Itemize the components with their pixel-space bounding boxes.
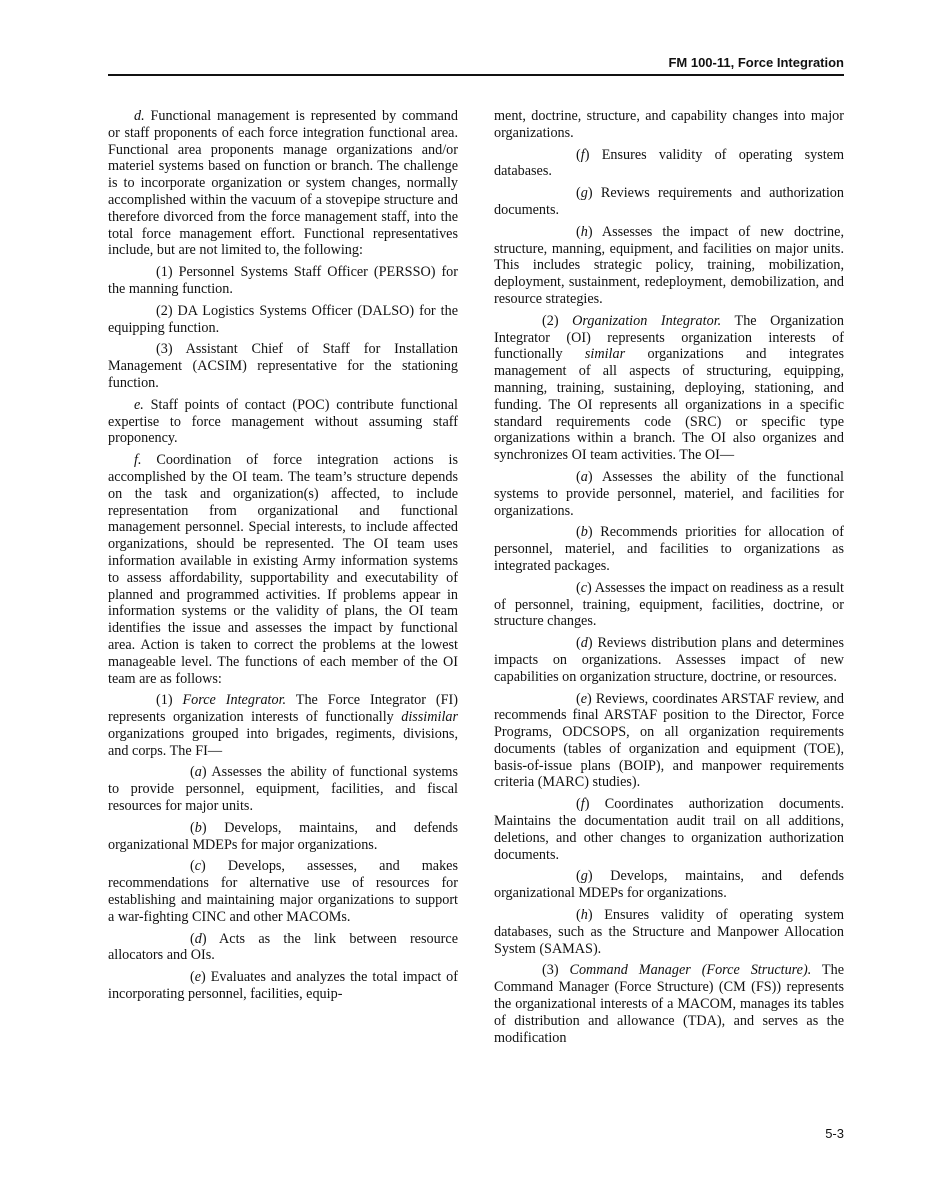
right-column [494,108,844,1051]
paragraph-f2c: (c) Assesses the impact on readiness as a result of personnel, training, equipment, facilities, doctrine, or structure changes. [494,579,844,630]
running-header [108,54,844,76]
paragraph-f2: (2) Organization Integrator. The Organization Integrator (OI) represents organization interests of functionally similar organizations and integrates management of all aspects of structuring, equipping, manning, training, sustaining, deploying, stationing, and funding. The OI represents all organizations in a specific standard requirements code (SRC) or specific type organizations within a branch. The OI also organizes and synchronizes OI team activities. The OI— [494,312,844,464]
paragraph-f1h: (h) Assesses the impact of new doctrine, structure, manning, equipment, and facilities on major units. This includes strategic policy, training, mobilization, deployment, sustainment, redeployment, demobilization, and resource strategies. [494,223,844,307]
paragraph-f2g: (g) Develops, maintains, and defends organizational MDEPs for organizations. [494,868,844,902]
paragraph-d3: (3) Assistant Chief of Staff for Installation Management (ACSIM) representative for the stationing function. [108,341,458,391]
paragraph-d: d. Functional management is represented by command or staff proponents of each force integration functional area. Functional area proponents manage organizations and/or materiel systems based on function or branch. The challenge is to incorporate organization or system changes, normally accomplished within the vacuum of a stovepipe structure and therefore divorced from the force management staff, into the total force management effort. Functional representatives include, but are not limited to, the following: [108,108,458,259]
paragraph-f1d: (d) Acts as the link between resource allocators and OIs. [108,930,458,964]
page-number: 5-3 [825,1126,844,1141]
paragraph-f1c: (c) Develops, assesses, and makes recommendations for alternative use of resources for establishing and maintaining major organizations to support a war-fighting CINC and other MACOMs. [108,858,458,925]
paragraph-f1g: (g) Reviews requirements and authorization documents. [494,185,844,218]
paragraph-continuation: ment, doctrine, structure, and capability changes into major organizations. [494,108,844,141]
paragraph-f1b: (b) Develops, maintains, and defends organizational MDEPs for major organizations. [108,819,458,853]
left-column [108,108,458,1008]
paragraph-f1: (1) Force Integrator. The Force Integrator (FI) represents organization interests of functionally dissimilar organizations grouped into brigades, regiments, divisions, and corps. The FI— [108,692,458,759]
paragraph-f2e: (e) Reviews, coordinates ARSTAF review, and recommends final ARSTAF position to the Director, Force Programs, ODCSOPS, on all organization requirements documents (tables of organization and equipment (TOE), basis-of-issue plans (BOIP), and manpower requirements criteria (MARC) studies). [494,690,844,791]
paragraph-f1a: (a) Assesses the ability of functional systems to provide personnel, equipment, facilities, and fiscal resources for major units. [108,764,458,815]
paragraph-d2: (2) DA Logistics Systems Officer (DALSO) for the equipping function. [108,302,458,336]
paragraph-f2a: (a) Assesses the ability of the functional systems to provide personnel, materiel, and facilities for organizations. [494,468,844,519]
paragraph-f2b: (b) Recommends priorities for allocation of personnel, materiel, and facilities to organizations as integrated packages. [494,524,844,574]
paragraph-f1f: (f) Ensures validity of operating system databases. [494,146,844,180]
paragraph-f2d: (d) Reviews distribution plans and determines impacts on organizations. Assesses impact of new capabilities on organization structure, doctrine, or resources. [494,635,844,685]
paragraph-f1e: (e) Evaluates and analyzes the total impact of incorporating personnel, facilities, equip- [108,969,458,1003]
paragraph-f3: (3) Command Manager (Force Structure). The Command Manager (Force Structure) (CM (FS)) represents the organizational interests of a MACOM, manages its tables of distribution and allowance (TDA), and serves as the modification [494,962,844,1046]
paragraph-d1: (1) Personnel Systems Staff Officer (PERSSO) for the manning function. [108,264,458,297]
paragraph-f: f. Coordination of force integration actions is accomplished by the OI team. The team’s structure depends on the task and organization(s) affected, to include representation from organizational and functional management personnel. Special interests, to include affected organizations, should be represented. The OI team uses information available in existing Army information systems to assess affordability, supportability and executability of planned and programmed activities. If problems appear in information systems or the validity of plans, the OI team identifies the issue and assesses the impact by functional area. Action is taken to correct the problems at the lowest manageable level. The functions of each member of the OI team are as follows: [108,452,458,687]
paragraph-f2f: (f) Coordinates authorization documents. Maintains the documentation audit trail on all additions, deletions, and other changes to organization authorization documents. [494,796,844,863]
document-title: FM 100-11, Force Integration [668,55,844,70]
paragraph-e: e. Staff points of contact (POC) contribute functional expertise to force management without assuming staff proponency. [108,396,458,447]
paragraph-f2h: (h) Ensures validity of operating system databases, such as the Structure and Manpower Allocation System (SAMAS). [494,907,844,957]
